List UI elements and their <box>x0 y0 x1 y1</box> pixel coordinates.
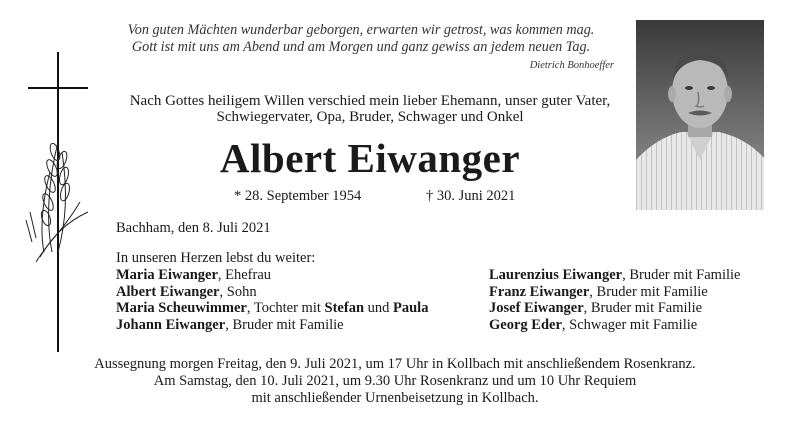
footer-line-2: Am Samstag, den 10. Juli 2021, um 9.30 Uhr Rosenkranz und um 10 Uhr Requiem <box>153 373 637 389</box>
mourners-left-list <box>116 267 428 333</box>
quote-line-2: Gott ist mit uns am Abend und am Morgen und ganz gewiss an jedem neuen Tag. <box>131 39 591 55</box>
list-item: Johann Eiwanger, Bruder mit Familie <box>116 316 344 333</box>
list-item: Josef Eiwanger, Bruder mit Familie <box>489 300 703 316</box>
intro-line-1: Nach Gottes heiligem Willen verschied mein lieber Ehemann, unser guter Vater, <box>129 93 611 109</box>
list-item: Franz Eiwanger, Bruder mit Familie <box>489 283 708 300</box>
birth-date: * 28. September 1954 <box>234 188 362 204</box>
place-date: Bachham, den 8. Juli 2021 <box>116 220 271 236</box>
quote-line-1: Von guten Mächten wunderbar geborgen, erwarten wir getrost, was kommen mag. <box>127 22 595 38</box>
list-item: Maria Scheuwimmer, Tochter mit Stefan und Paula <box>116 300 429 316</box>
footer-line-3: mit anschließender Urnenbeisetzung in Kollbach. <box>251 390 539 406</box>
list-item: Georg Eder, Schwager mit Familie <box>489 316 698 333</box>
deceased-name: Albert Eiwanger <box>219 135 521 181</box>
list-item: Laurenzius Eiwanger, Bruder mit Familie <box>489 267 741 283</box>
death-date: † 30. Juni 2021 <box>426 188 516 204</box>
quote-attribution: Dietrich Bonhoeffer <box>529 60 614 71</box>
list-item: Albert Eiwanger, Sohn <box>116 283 257 300</box>
mourners-right-list <box>489 267 740 333</box>
footer-line-1: Aussegnung morgen Freitag, den 9. Juli 2021, um 17 Uhr in Kollbach mit anschließendem Rosenkranz. <box>94 356 696 372</box>
mourners-heading: In unseren Herzen lebst du weiter: <box>116 250 316 266</box>
intro-line-2: Schwiegervater, Opa, Bruder, Schwager und Onkel <box>216 109 524 125</box>
list-item: Maria Eiwanger, Ehefrau <box>116 267 272 283</box>
cross-with-wheat-icon <box>22 52 92 352</box>
portrait-photo <box>636 20 764 210</box>
